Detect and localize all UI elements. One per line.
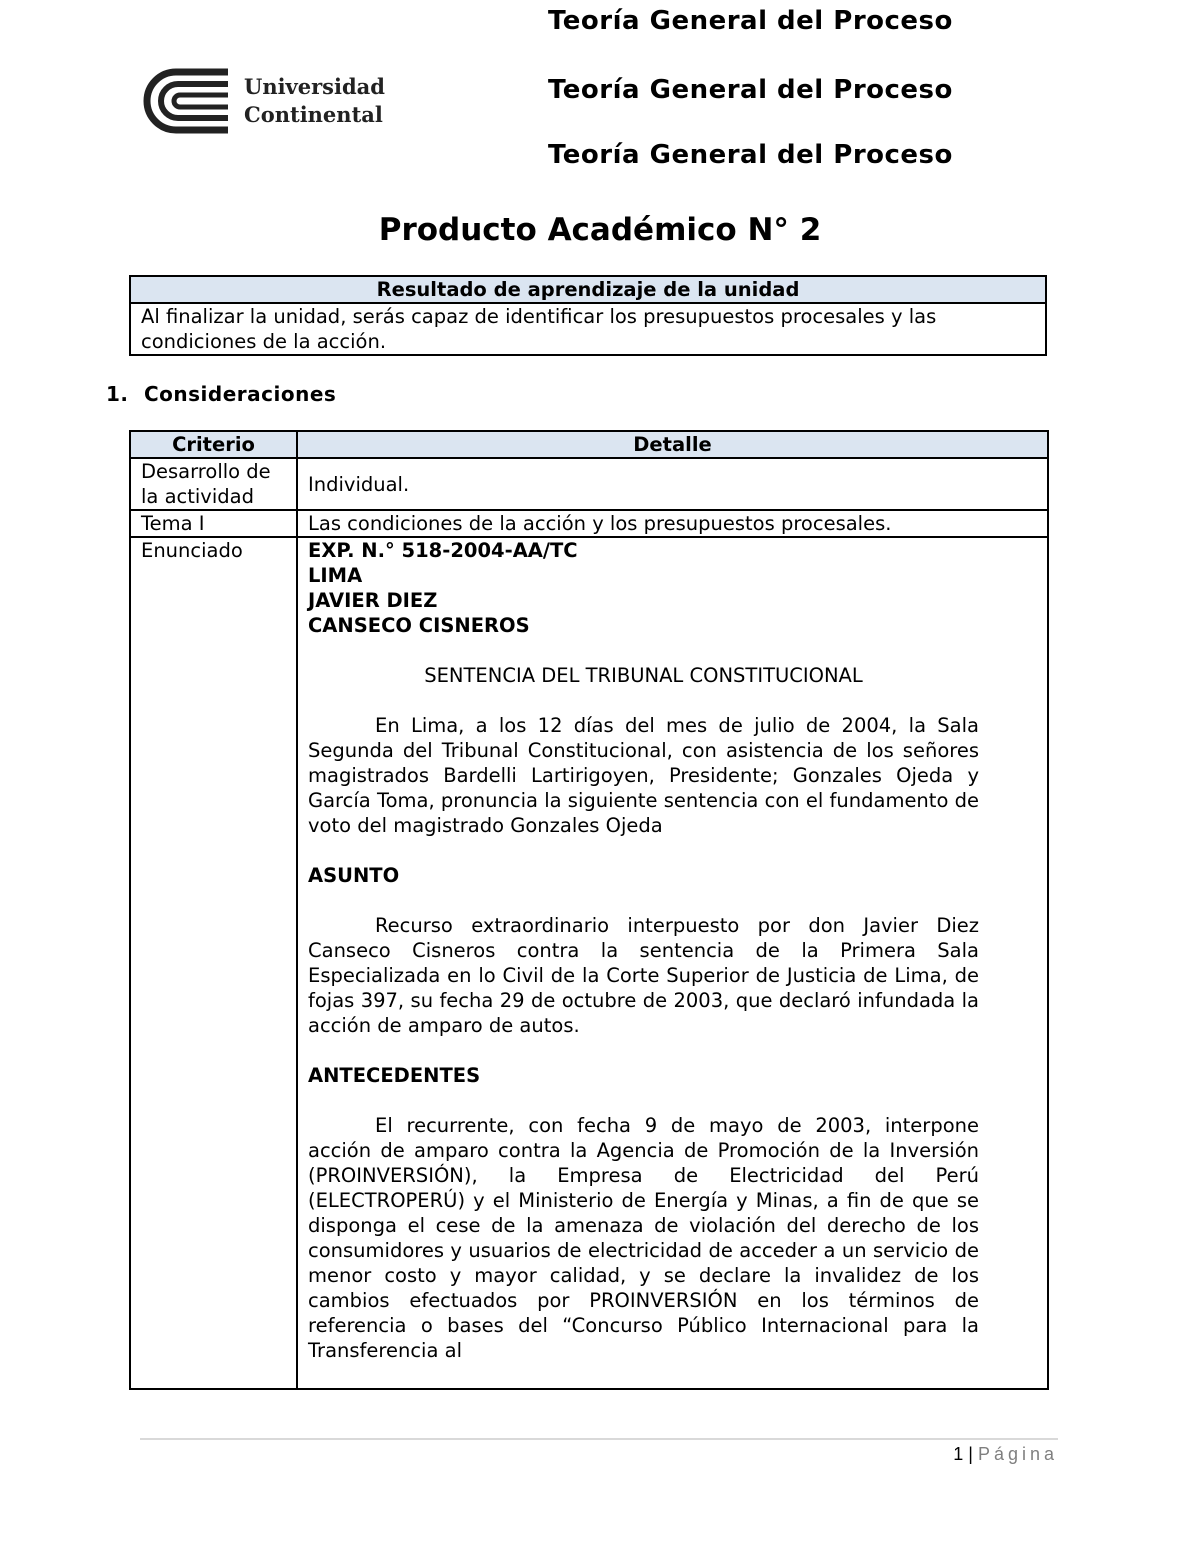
university-logo: [140, 68, 390, 134]
course-title-line-1: Teoría General del Proceso: [548, 6, 953, 36]
asunto-text: Recurso extraordinario interpuesto por don Javier Diez Canseco Cisneros contra la sentencia de la Primera Sala Especializada en lo Civil de la Corte Superior de Justicia de Lima, de fojas 397, su fecha 29 de octubre de 2003, que declaró infundada la acción de amparo de autos.: [308, 914, 979, 1037]
column-header-detalle: Detalle: [297, 431, 1048, 458]
table-row: [130, 537, 1048, 1389]
page-label: Página: [977, 1444, 1058, 1464]
table-row: [130, 510, 1048, 537]
learning-result-text: Al finalizar la unidad, serás capaz de identificar los presupuestos procesales y las condiciones de la acción.: [130, 303, 1046, 355]
course-title-line-2: Teoría General del Proceso: [548, 75, 953, 105]
case-party-line-2: CANSECO CISNEROS: [308, 614, 530, 637]
section-number: 1.: [106, 382, 129, 406]
logo-mark-icon: [140, 68, 235, 134]
case-party-line-1: JAVIER DIEZ: [308, 589, 438, 612]
footer-divider: [140, 1438, 1058, 1440]
learning-result-table: [129, 275, 1047, 356]
criterion-cell: Tema I: [130, 510, 297, 537]
course-title-line-3: Teoría General del Proceso: [548, 140, 953, 170]
criterion-cell: Desarrollo de la actividad: [130, 458, 297, 510]
asunto-heading: ASUNTO: [308, 864, 400, 887]
footer-separator: |: [968, 1444, 973, 1464]
case-city: LIMA: [308, 564, 363, 587]
criteria-table: [129, 430, 1049, 1390]
logo-text-line-2: Continental: [244, 102, 383, 127]
page-number: 1: [953, 1444, 964, 1464]
page-footer: [953, 1444, 1058, 1465]
learning-result-header: Resultado de aprendizaje de la unidad: [130, 276, 1046, 303]
antecedentes-heading: ANTECEDENTES: [308, 1064, 481, 1087]
detail-cell: Individual.: [297, 458, 1048, 510]
sentencia-intro: En Lima, a los 12 días del mes de julio de 2004, la Sala Segunda del Tribunal Constitucional, con asistencia de los señores magistrados Bardelli Lartirigoyen, Presidente; Gonzales Ojeda y García Toma, pronuncia la siguiente sentencia con el fundamento de voto del magistrado Gonzales Ojeda: [308, 714, 979, 837]
sentencia-title: SENTENCIA DEL TRIBUNAL CONSTITUCIONAL: [424, 664, 863, 687]
detail-cell: Las condiciones de la acción y los presupuestos procesales.: [297, 510, 1048, 537]
section-title: Consideraciones: [143, 382, 337, 406]
document-title: Producto Académico N° 2: [378, 212, 822, 248]
logo-text-line-1: Universidad: [244, 74, 385, 99]
enunciado-cell: [297, 537, 1048, 1389]
column-header-criterio: Criterio: [130, 431, 297, 458]
antecedentes-text: El recurrente, con fecha 9 de mayo de 2003, interpone acción de amparo contra la Agencia de Promoción de la Inversión (PROINVERSIÓN), la Empresa de Electricidad del Perú (ELECTROPERÚ) y el Ministerio de Energía y Minas, a fin de que se disponga el cese de la amenaza de violación del derecho de los consumidores y usuarios de electricidad de acceder a un servicio de menor costo y mayor calidad, y se declare la invalidez de los cambios efectuados por PROINVERSIÓN en los términos de referencia o bases del “Concurso Público Internacional para la Transferencia al: [308, 1114, 979, 1362]
table-row: [130, 458, 1048, 510]
section-heading: [106, 382, 336, 406]
criterion-cell: Enunciado: [130, 537, 297, 1389]
case-number: EXP. N.° 518-2004-AA/TC: [308, 539, 578, 562]
